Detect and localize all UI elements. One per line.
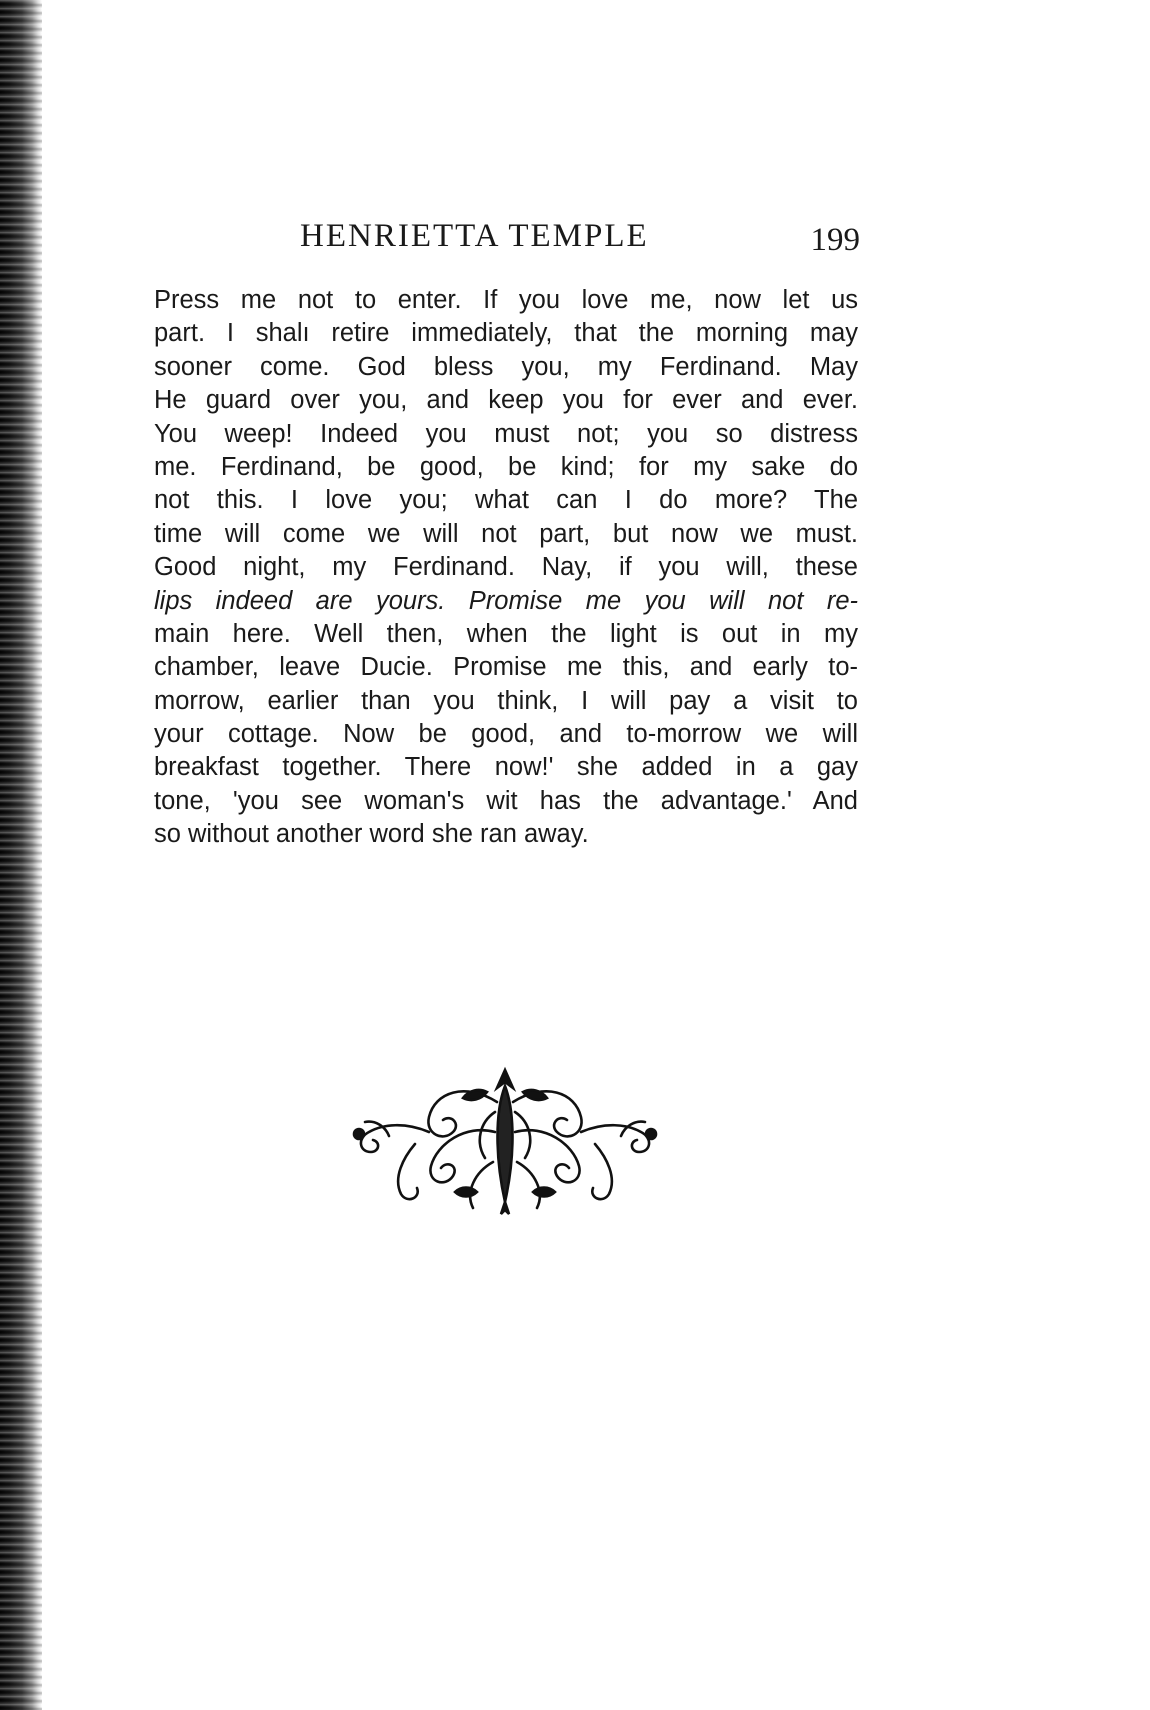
text-line-last: so without another word she ran away. xyxy=(154,820,589,849)
page-number: 199 xyxy=(810,222,860,258)
text-line-italic: lips indeed are yours. Promise me you will not re- xyxy=(154,586,858,615)
text-line: Press me not to enter. If you love me, now let us xyxy=(154,286,858,314)
running-title: HENRIETTA TEMPLE xyxy=(300,218,649,254)
text-line: Good night, my Ferdinand. Nay, if you will, these xyxy=(154,553,858,582)
text-line: He guard over you, and keep you for ever and ever. xyxy=(154,386,858,415)
text-line: main here. Well then, when the light is out in my xyxy=(154,619,858,648)
text-line: part. I shalı retire immediately, that the morning may xyxy=(154,319,858,348)
text-line: chamber, leave Ducie. Promise me this, and early to- xyxy=(154,653,858,682)
book-spine-shadow xyxy=(0,0,42,1710)
text-line: not this. I love you; what can I do more? The xyxy=(154,486,858,515)
floral-tailpiece-icon xyxy=(345,1062,665,1222)
text-line: tone, 'you see woman's wit has the advantage.' And xyxy=(154,786,858,815)
text-line: breakfast together. There now!' she added in a gay xyxy=(154,753,858,782)
text-line: your cottage. Now be good, and to-morrow we will xyxy=(154,720,858,749)
running-header xyxy=(300,218,860,268)
text-line: You weep! Indeed you must not; you so distress xyxy=(154,419,858,448)
text-line: me. Ferdinand, be good, be kind; for my sake do xyxy=(154,452,858,481)
text-line: sooner come. God bless you, my Ferdinand. May xyxy=(154,352,858,381)
text-line: morrow, earlier than you think, I will pay a visit to xyxy=(154,686,858,715)
body-text xyxy=(154,284,858,852)
text-line: time will come we will not part, but now we must. xyxy=(154,519,858,548)
